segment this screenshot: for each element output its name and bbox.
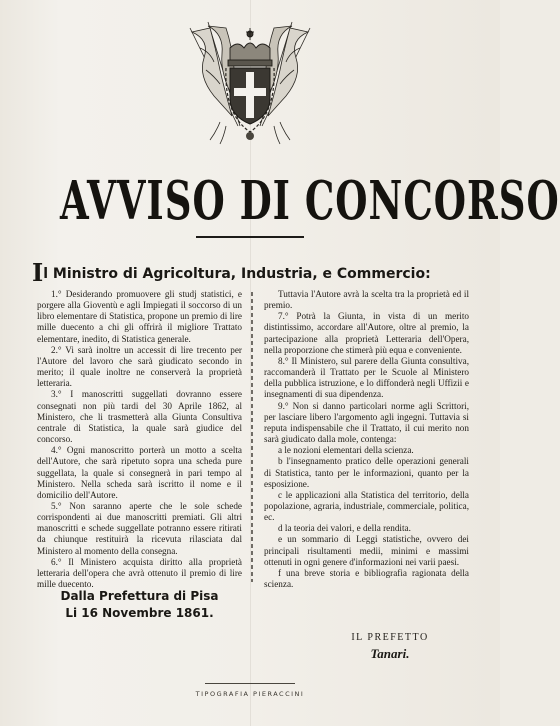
article-1: 1.° Desiderando promuovere gli studj statistici, e porgere alla Gioventù e agli Impiegati il soccorso di un libro elementare di Statistica, propone un premio di lire mille duecento a chi gli offrirà il migliore Trattato elementare, inedito, di Statistica generale. [37, 289, 242, 344]
article-9: 9.° Non si danno particolari norme agli Scrittori, per lasciare libero l'argomento agli ingegni. Tuttavia si reputa indispensabile che il Trattato, il cui merito non sarà giudicato dalla mole, contenga: [264, 400, 469, 445]
title-divider [196, 236, 304, 238]
article-4: 4.° Ogni manoscritto porterà un motto a scelta dell'Autore, che sarà ripetuto sopra una scheda pure suggellata, la quale si consegnerà in pari tempo al Ministero. Nella scheda sarà iscritto il nome e il domicilio dell'Autore. [37, 445, 242, 500]
signer-name: Tanari. [370, 646, 410, 661]
heading-text: l Ministro di Agricoltura, Industria, e Commercio: [43, 266, 431, 282]
savoy-coat-of-arms-icon [180, 18, 320, 148]
issue-place-date [37, 588, 242, 622]
right-column [264, 289, 469, 590]
place-line: Dalla Prefettura di Pisa [60, 589, 219, 603]
article-5: 5.° Non saranno aperte che le sole schede corrispondenti ai due manoscritti premiati. Gli altri manoscritti e schede suggellate potranno essere ritirati da chiunque restituirà la ricevuta rilasciata dal Ministero al momento della consegna. [37, 500, 242, 556]
issuer-heading [32, 258, 472, 287]
printer-divider [205, 683, 295, 684]
article-7: 7.° Potrà la Giunta, in vista di un merito distintissimo, accordare all'Autore, oltre al premio, la partecipazione alla proprietà Letteraria dell'Opera, nella proporzione che stimerà più equa e conveniente. [264, 311, 469, 355]
article-3: 3.° I manoscritti suggellati dovranno essere consegnati non più tardi del 30 Aprile 1862, al Ministero, che li trasmetterà alla Giunta Consultiva centrale di Statistica, la quale sarà giudice del concorso. [37, 389, 242, 445]
article-6: 6.° Il Ministero acquista diritto alla proprietà letteraria dell'opera che avrà ottenuto il premio di lire mille duecento. [37, 556, 242, 590]
item-c: c le applicazioni alla Statistica del territorio, della popolazione, agraria, industriale, commerciale, politica, ec. [264, 489, 469, 523]
date-line: Li 16 Novembre 1861. [65, 606, 214, 620]
item-d: d la teoria dei valori, e della rendita. [278, 523, 411, 534]
heading-initial: I [32, 258, 44, 287]
column-divider [251, 292, 253, 582]
page-title: AVVISO DI CONCORSO [60, 168, 560, 232]
printer-credit: TIPOGRAFIA PIERACCINI [195, 690, 305, 698]
article-6-cont: Tuttavia l'Autore avrà la scelta tra la proprietà ed il premio. [264, 289, 469, 311]
article-8: 8.° Il Ministero, sul parere della Giunta consultiva, raccomanderà il Trattato per le Scuole al Ministero della pubblica istruzione, e lo diffonderà negli Uffizii e insegnamenti di sua dipendenza. [264, 355, 469, 400]
item-a: a le nozioni elementari della scienza. [278, 445, 414, 456]
signer-title: IL PREFETTO [351, 632, 429, 643]
left-column [37, 289, 242, 590]
item-b: b l'insegnamento pratico delle operazioni generali di Statistica, tanto per le informazioni, quanto per la esposizione. [264, 456, 469, 489]
item-e: e un sommario di Leggi statistiche, ovvero dei principali risultamenti medii, minimi e massimi ottenuti in ogni genere d'informazioni nei varii paesi. [264, 534, 469, 567]
article-2: 2.° Vi sarà inoltre un accessit di lire trecento per l'Autore del lavoro che sarà giudicato secondo in merito; il quale inoltre ne conserverà la proprietà letteraria. [37, 344, 242, 389]
item-f: f una breve storia e bibliografia ragionata della scienza. [264, 567, 469, 590]
